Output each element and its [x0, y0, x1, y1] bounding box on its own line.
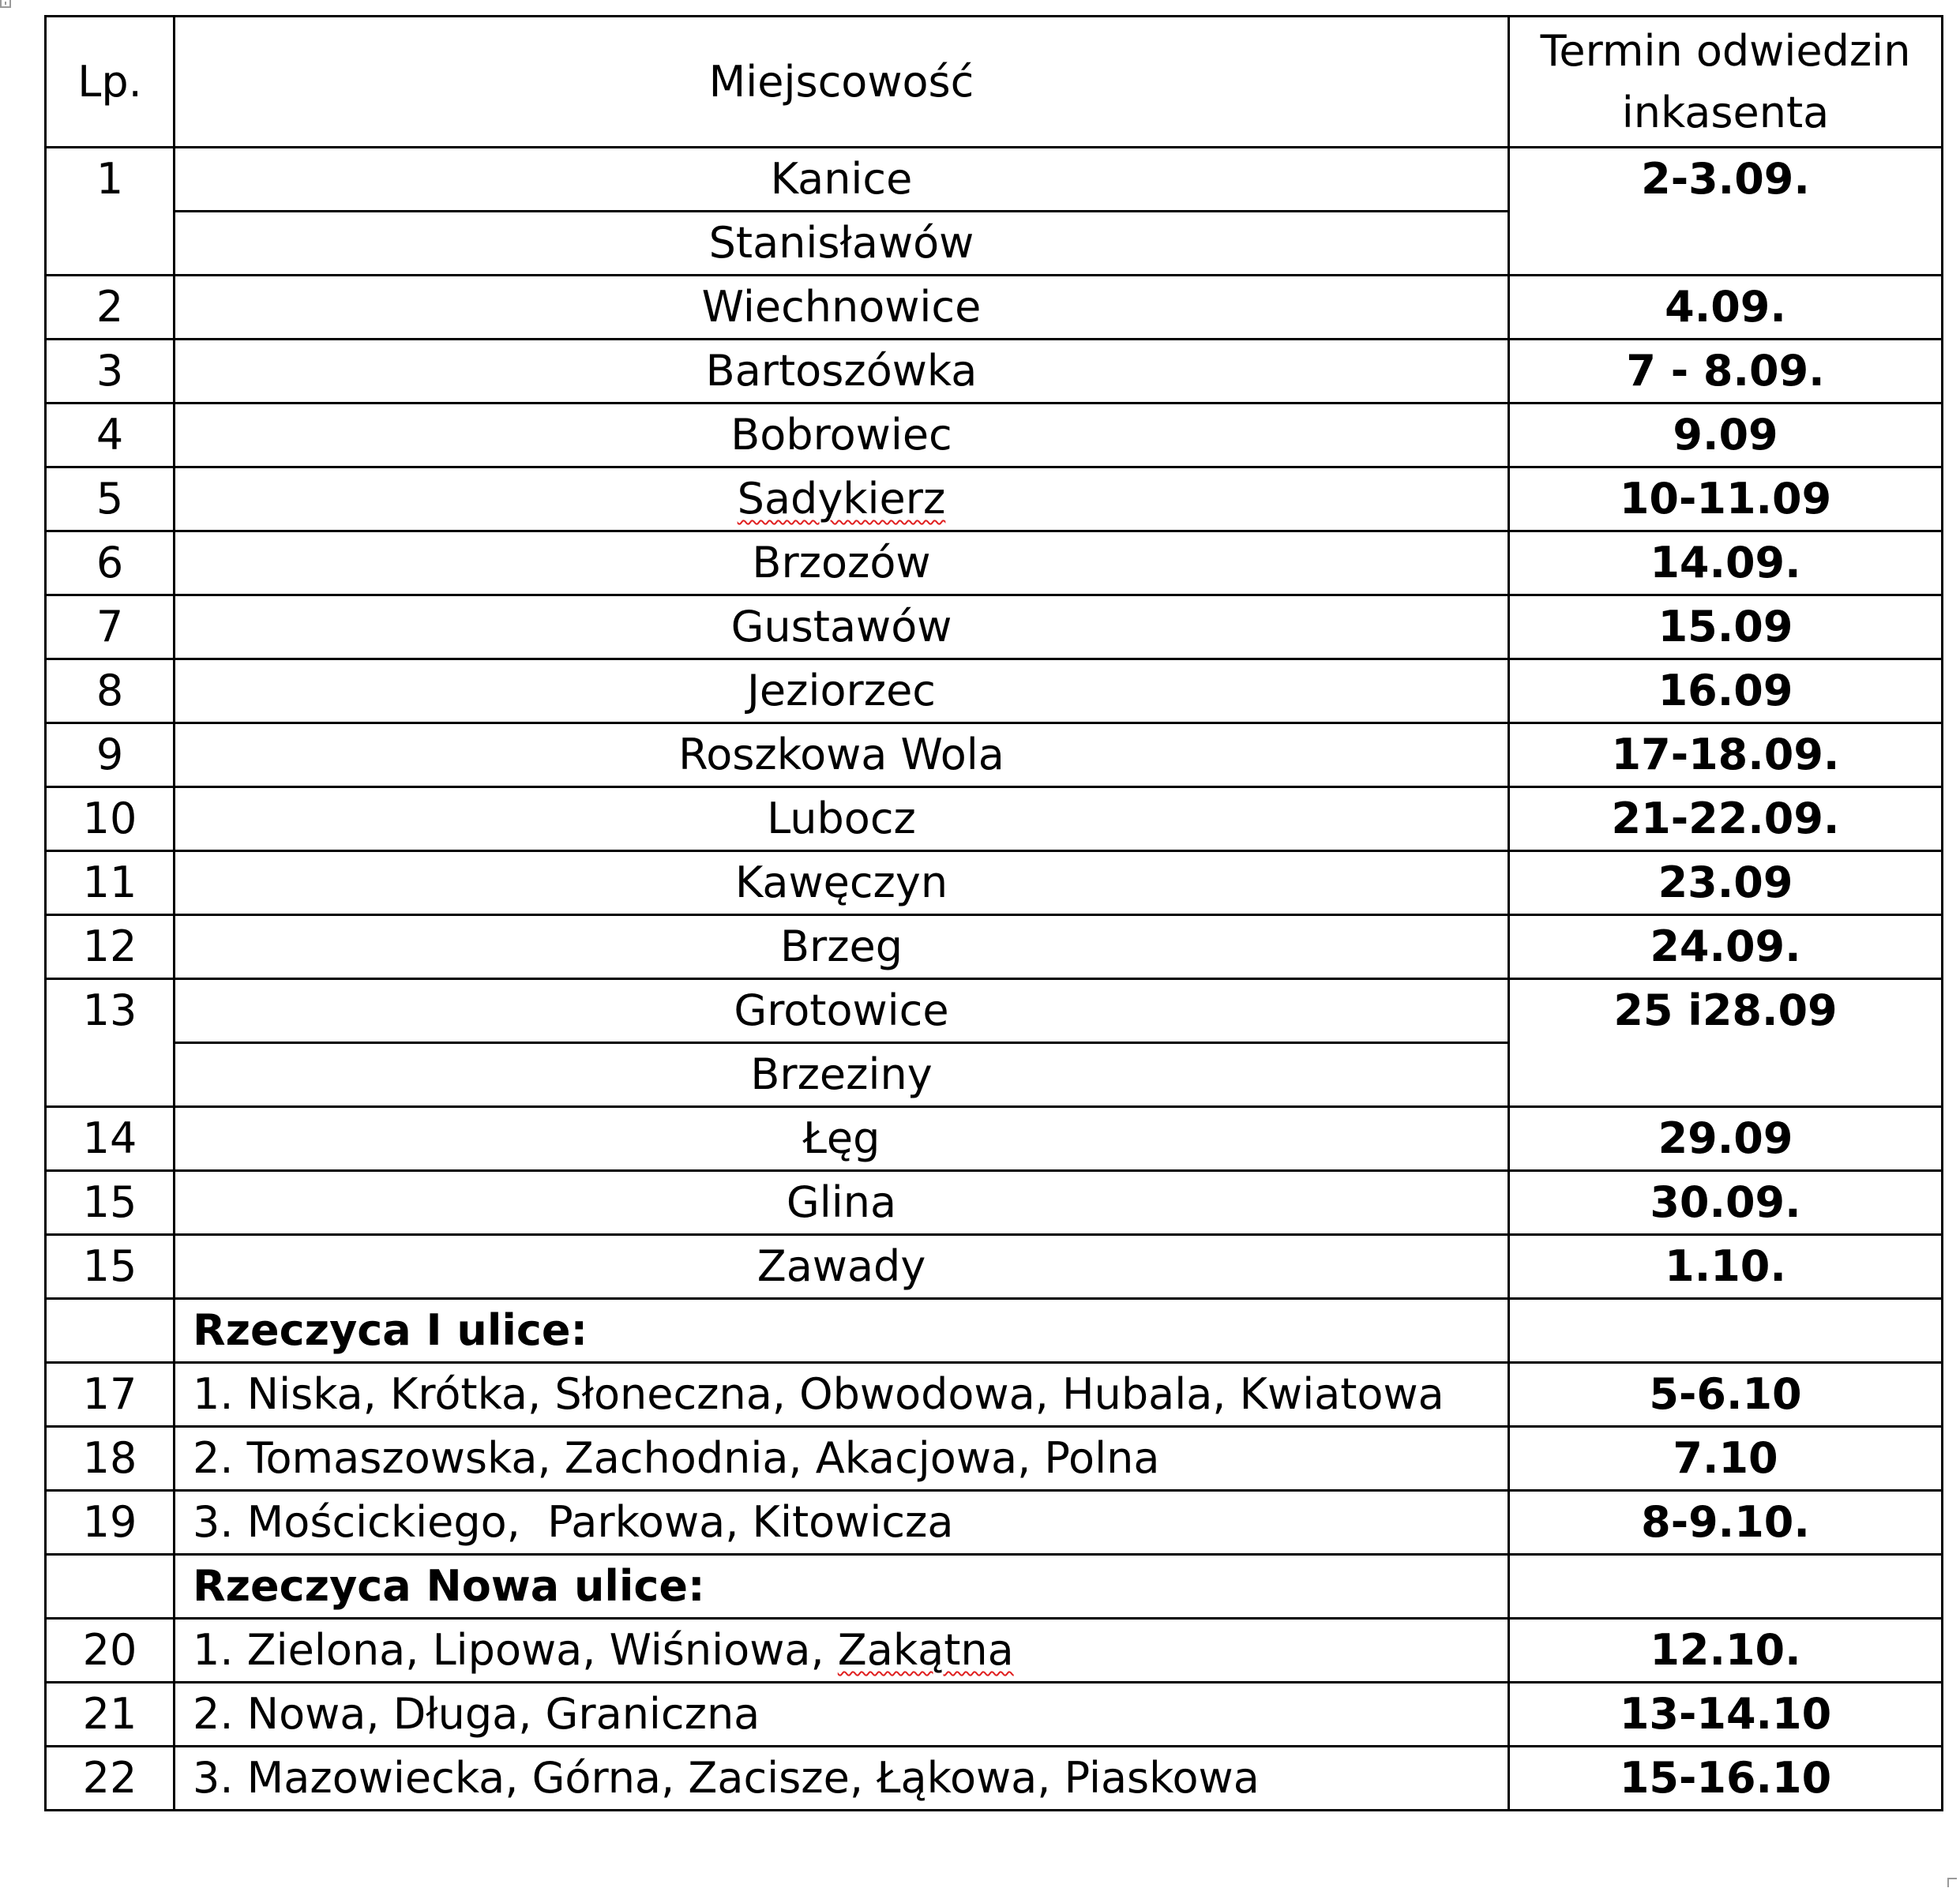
cell-lp[interactable]: 13	[46, 979, 175, 1107]
cell-place[interactable]: Bobrowiec	[175, 403, 1509, 467]
cell-date[interactable]: 25 i28.09	[1509, 979, 1943, 1107]
cell-lp[interactable]: 8	[46, 659, 175, 723]
cell-streets[interactable]: 1. Zielona, Lipowa, Wiśniowa, Zakątna	[175, 1619, 1509, 1683]
section-row-rzeczyca	[46, 1299, 1943, 1363]
cell-place[interactable]: Jeziorzec	[175, 659, 1509, 723]
table-row	[46, 1747, 1943, 1811]
cell-date[interactable]: 14.09.	[1509, 531, 1943, 595]
cell-streets[interactable]: 3. Mościckiego, Parkowa, Kitowicza	[175, 1491, 1509, 1555]
cell-date[interactable]: 9.09	[1509, 403, 1943, 467]
section-title[interactable]: Rzeczyca Nowa ulice:	[175, 1555, 1509, 1619]
cell-lp[interactable]: 20	[46, 1619, 175, 1683]
cell-place[interactable]: Grotowice	[175, 979, 1509, 1043]
cell-place[interactable]: Brzeg	[175, 915, 1509, 979]
table-row	[46, 659, 1943, 723]
table-row	[46, 1619, 1943, 1683]
cell-place[interactable]: Roszkowa Wola	[175, 723, 1509, 787]
table-move-handle[interactable]	[0, 0, 11, 8]
cell-date[interactable]: 10-11.09	[1509, 467, 1943, 531]
cell-date[interactable]: 16.09	[1509, 659, 1943, 723]
collector-visit-schedule-table	[44, 15, 1943, 1811]
header-lp[interactable]: Lp.	[46, 17, 175, 148]
header-visit-date[interactable]	[1509, 17, 1943, 148]
cell-lp[interactable]: 1	[46, 148, 175, 276]
cell-lp[interactable]: 4	[46, 403, 175, 467]
cell-place[interactable]: Łęg	[175, 1107, 1509, 1171]
table-header-row	[46, 17, 1943, 148]
table-row	[46, 851, 1943, 915]
cell-date[interactable]: 12.10.	[1509, 1619, 1943, 1683]
cell-place[interactable]: Glina	[175, 1171, 1509, 1235]
cell-lp[interactable]: 7	[46, 595, 175, 659]
cell-streets[interactable]: 2. Tomaszowska, Zachodnia, Akacjowa, Polna	[175, 1427, 1509, 1491]
cell-date[interactable]: 29.09	[1509, 1107, 1943, 1171]
table-row	[46, 1107, 1943, 1171]
table-row	[46, 467, 1943, 531]
cell-date[interactable]: 1.10.	[1509, 1235, 1943, 1299]
cell-place[interactable]: Wiechnowice	[175, 276, 1509, 340]
table-row	[46, 595, 1943, 659]
table-row	[46, 340, 1943, 403]
table-row	[46, 979, 1943, 1043]
cell-lp[interactable]: 15	[46, 1235, 175, 1299]
table-row	[46, 1427, 1943, 1491]
cell-date[interactable]: 21-22.09.	[1509, 787, 1943, 851]
cell-lp[interactable]: 17	[46, 1363, 175, 1427]
header-visit-date-line1: Termin odwiedzin	[1540, 25, 1911, 76]
cell-date[interactable]: 4.09.	[1509, 276, 1943, 340]
cell-lp[interactable]: 9	[46, 723, 175, 787]
cell-date[interactable]: 30.09.	[1509, 1171, 1943, 1235]
cell-place[interactable]: Stanisławów	[175, 212, 1509, 276]
cell-lp[interactable]: 10	[46, 787, 175, 851]
cell-date[interactable]: 17-18.09.	[1509, 723, 1943, 787]
cell-place[interactable]: Bartoszówka	[175, 340, 1509, 403]
cell-place[interactable]: Gustawów	[175, 595, 1509, 659]
cell-lp[interactable]: 12	[46, 915, 175, 979]
cell-streets[interactable]: 1. Niska, Krótka, Słoneczna, Obwodowa, Hubala, Kwiatowa	[175, 1363, 1509, 1427]
table-row	[46, 1683, 1943, 1747]
table-resize-handle[interactable]	[1947, 1878, 1957, 1887]
spellcheck-flagged-word[interactable]: Zakątna	[837, 1625, 1014, 1675]
table-row	[46, 1171, 1943, 1235]
cell-lp[interactable]: 3	[46, 340, 175, 403]
table-row	[46, 148, 1943, 212]
spellcheck-flagged-word[interactable]: Sadykierz	[737, 474, 946, 524]
cell-date[interactable]: 15-16.10	[1509, 1747, 1943, 1811]
table-row	[46, 403, 1943, 467]
cell-place[interactable]: Brzeziny	[175, 1043, 1509, 1107]
header-visit-date-line2: inkasenta	[1621, 87, 1830, 137]
cell-lp[interactable]: 5	[46, 467, 175, 531]
cell-streets[interactable]: 2. Nowa, Długa, Graniczna	[175, 1683, 1509, 1747]
cell-date[interactable]: 7 - 8.09.	[1509, 340, 1943, 403]
cell-place[interactable]: Lubocz	[175, 787, 1509, 851]
cell-lp[interactable]: 22	[46, 1747, 175, 1811]
cell-date[interactable]: 15.09	[1509, 595, 1943, 659]
cell-lp-empty[interactable]	[46, 1555, 175, 1619]
cell-date-empty[interactable]	[1509, 1299, 1943, 1363]
table-row	[46, 915, 1943, 979]
cell-lp[interactable]: 18	[46, 1427, 175, 1491]
cell-lp[interactable]: 21	[46, 1683, 175, 1747]
cell-date[interactable]: 2-3.09.	[1509, 148, 1943, 276]
cell-lp[interactable]: 2	[46, 276, 175, 340]
section-title[interactable]: Rzeczyca I ulice:	[175, 1299, 1509, 1363]
cell-place[interactable]: Brzozów	[175, 531, 1509, 595]
cell-lp[interactable]: 19	[46, 1491, 175, 1555]
header-place[interactable]: Miejscowość	[175, 17, 1509, 148]
cell-date[interactable]: 5-6.10	[1509, 1363, 1943, 1427]
cell-date[interactable]: 13-14.10	[1509, 1683, 1943, 1747]
cell-place[interactable]: Kanice	[175, 148, 1509, 212]
section-row-rzeczyca-nowa	[46, 1555, 1943, 1619]
table-row	[46, 276, 1943, 340]
table-row	[46, 1235, 1943, 1299]
cell-lp-empty[interactable]	[46, 1299, 175, 1363]
cell-date[interactable]: 7.10	[1509, 1427, 1943, 1491]
table-row	[46, 531, 1943, 595]
cell-place[interactable]	[175, 467, 1509, 531]
cell-place[interactable]: Kawęczyn	[175, 851, 1509, 915]
cell-place[interactable]: Zawady	[175, 1235, 1509, 1299]
cell-date[interactable]: 23.09	[1509, 851, 1943, 915]
cell-lp[interactable]: 6	[46, 531, 175, 595]
cell-date[interactable]: 24.09.	[1509, 915, 1943, 979]
cell-lp[interactable]: 11	[46, 851, 175, 915]
cell-streets[interactable]: 3. Mazowiecka, Górna, Zacisze, Łąkowa, Piaskowa	[175, 1747, 1509, 1811]
cell-date[interactable]: 8-9.10.	[1509, 1491, 1943, 1555]
table-row	[46, 723, 1943, 787]
table-row	[46, 1491, 1943, 1555]
table-row	[46, 787, 1943, 851]
cell-date-empty[interactable]	[1509, 1555, 1943, 1619]
cell-lp[interactable]: 15	[46, 1171, 175, 1235]
cell-lp[interactable]: 14	[46, 1107, 175, 1171]
table-row	[46, 1363, 1943, 1427]
